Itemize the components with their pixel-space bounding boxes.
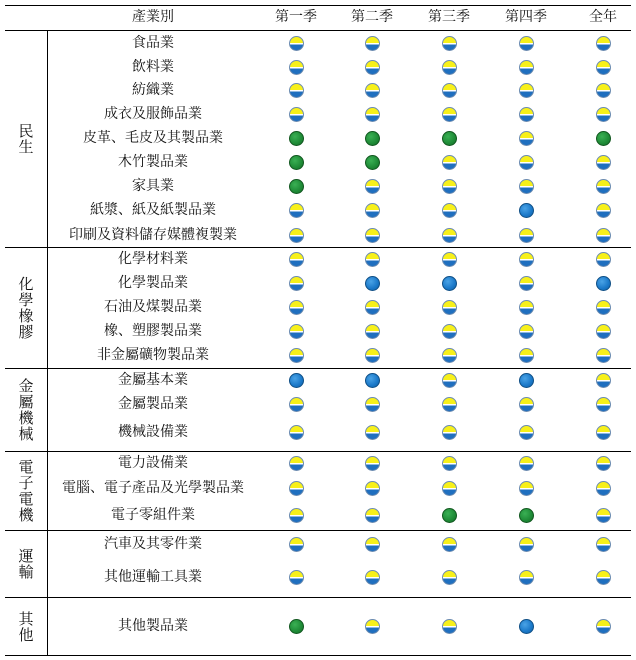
group-label-text: 民生: [16, 123, 35, 155]
green-light-icon: [289, 131, 304, 146]
header-q4: 第四季: [505, 9, 547, 25]
yellow-blue-light-icon: [596, 397, 611, 412]
yellow-blue-light-icon: [596, 508, 611, 523]
yellow-blue-light-icon: [442, 228, 457, 243]
yellow-blue-light-icon: [365, 324, 380, 339]
industry-name: 橡、塑膠製品業: [104, 323, 202, 339]
yellow-blue-light-icon: [442, 456, 457, 471]
industry-name: 電力設備業: [118, 455, 188, 471]
yellow-blue-light-icon: [596, 570, 611, 585]
yellow-blue-light-icon: [442, 155, 457, 170]
yellow-blue-light-icon: [519, 60, 534, 75]
yellow-blue-light-icon: [365, 619, 380, 634]
group-label: [5, 452, 47, 530]
yellow-blue-light-icon: [365, 300, 380, 315]
green-light-icon: [365, 155, 380, 170]
yellow-blue-light-icon: [519, 36, 534, 51]
yellow-blue-light-icon: [519, 570, 534, 585]
yellow-blue-light-icon: [596, 36, 611, 51]
blue-light-icon: [442, 276, 457, 291]
yellow-blue-light-icon: [596, 373, 611, 388]
header-industry: 產業別: [132, 9, 174, 25]
group-label: [5, 531, 47, 597]
industry-name: 機械設備業: [118, 424, 188, 440]
yellow-blue-light-icon: [442, 36, 457, 51]
yellow-blue-light-icon: [442, 348, 457, 363]
yellow-blue-light-icon: [596, 179, 611, 194]
blue-light-icon: [365, 373, 380, 388]
yellow-blue-light-icon: [365, 252, 380, 267]
yellow-blue-light-icon: [289, 397, 304, 412]
header-q1: 第一季: [275, 9, 317, 25]
yellow-blue-light-icon: [442, 203, 457, 218]
yellow-blue-light-icon: [289, 36, 304, 51]
yellow-blue-light-icon: [365, 348, 380, 363]
yellow-blue-light-icon: [596, 107, 611, 122]
yellow-blue-light-icon: [365, 228, 380, 243]
yellow-blue-light-icon: [519, 425, 534, 440]
header-q3: 第三季: [428, 9, 470, 25]
industry-name: 電腦、電子產品及光學製品業: [62, 480, 244, 496]
yellow-blue-light-icon: [289, 324, 304, 339]
yellow-blue-light-icon: [596, 60, 611, 75]
yellow-blue-light-icon: [289, 228, 304, 243]
green-light-icon: [442, 131, 457, 146]
yellow-blue-light-icon: [519, 83, 534, 98]
yellow-blue-light-icon: [289, 456, 304, 471]
table-rule: [5, 597, 631, 598]
header-year: 全年: [589, 9, 617, 25]
yellow-blue-light-icon: [596, 537, 611, 552]
industry-name: 木竹製品業: [118, 154, 188, 170]
yellow-blue-light-icon: [365, 179, 380, 194]
industry-name: 印刷及資料儲存媒體複製業: [69, 227, 237, 243]
yellow-blue-light-icon: [519, 228, 534, 243]
yellow-blue-light-icon: [289, 508, 304, 523]
industry-name: 其他運輸工具業: [104, 569, 202, 585]
industry-name: 汽車及其零件業: [104, 536, 202, 552]
table-rule: [5, 451, 631, 452]
industry-name: 紙漿、紙及紙製品業: [90, 202, 216, 218]
yellow-blue-light-icon: [365, 425, 380, 440]
yellow-blue-light-icon: [365, 83, 380, 98]
yellow-blue-light-icon: [596, 619, 611, 634]
yellow-blue-light-icon: [519, 537, 534, 552]
green-light-icon: [289, 619, 304, 634]
table-rule: [5, 247, 631, 248]
yellow-blue-light-icon: [289, 107, 304, 122]
yellow-blue-light-icon: [289, 252, 304, 267]
yellow-blue-light-icon: [519, 481, 534, 496]
group-label-text: 其他: [16, 610, 35, 643]
group-label-text: 化學橡膠: [16, 276, 35, 340]
industry-name: 食品業: [132, 35, 174, 51]
yellow-blue-light-icon: [289, 570, 304, 585]
yellow-blue-light-icon: [596, 83, 611, 98]
table-rule: [5, 655, 631, 656]
yellow-blue-light-icon: [442, 373, 457, 388]
blue-light-icon: [365, 276, 380, 291]
blue-light-icon: [596, 276, 611, 291]
yellow-blue-light-icon: [519, 348, 534, 363]
yellow-blue-light-icon: [442, 537, 457, 552]
industry-name: 家具業: [132, 178, 174, 194]
industry-name: 成衣及服飾品業: [104, 106, 202, 122]
yellow-blue-light-icon: [596, 252, 611, 267]
industry-name: 石油及煤製品業: [104, 299, 202, 315]
industry-name: 紡織業: [132, 82, 174, 98]
table-rule: [5, 530, 631, 531]
yellow-blue-light-icon: [365, 508, 380, 523]
table-rule: [5, 368, 631, 369]
industry-name: 非金屬礦物製品業: [97, 347, 209, 363]
yellow-blue-light-icon: [442, 300, 457, 315]
yellow-blue-light-icon: [289, 83, 304, 98]
yellow-blue-light-icon: [596, 481, 611, 496]
yellow-blue-light-icon: [519, 252, 534, 267]
yellow-blue-light-icon: [442, 179, 457, 194]
yellow-blue-light-icon: [289, 60, 304, 75]
group-label: [5, 369, 47, 451]
yellow-blue-light-icon: [519, 397, 534, 412]
table-rule: [5, 30, 631, 31]
yellow-blue-light-icon: [519, 276, 534, 291]
group-label-text: 運輸: [16, 548, 35, 580]
yellow-blue-light-icon: [442, 481, 457, 496]
industry-name: 金屬基本業: [118, 372, 188, 388]
green-light-icon: [365, 131, 380, 146]
yellow-blue-light-icon: [289, 203, 304, 218]
yellow-blue-light-icon: [289, 481, 304, 496]
yellow-blue-light-icon: [596, 456, 611, 471]
header-q2: 第二季: [351, 9, 393, 25]
group-label: [5, 248, 47, 368]
yellow-blue-light-icon: [596, 300, 611, 315]
yellow-blue-light-icon: [365, 36, 380, 51]
yellow-blue-light-icon: [442, 619, 457, 634]
yellow-blue-light-icon: [596, 348, 611, 363]
yellow-blue-light-icon: [442, 425, 457, 440]
yellow-blue-light-icon: [596, 324, 611, 339]
yellow-blue-light-icon: [289, 300, 304, 315]
yellow-blue-light-icon: [519, 155, 534, 170]
yellow-blue-light-icon: [596, 203, 611, 218]
group-label-text: 金屬機械: [16, 378, 35, 442]
green-light-icon: [289, 179, 304, 194]
yellow-blue-light-icon: [289, 276, 304, 291]
group-label: [5, 598, 47, 655]
yellow-blue-light-icon: [442, 397, 457, 412]
industry-name: 其他製品業: [118, 618, 188, 634]
industry-name: 電子零組件業: [111, 507, 195, 523]
yellow-blue-light-icon: [365, 537, 380, 552]
yellow-blue-light-icon: [289, 537, 304, 552]
yellow-blue-light-icon: [519, 456, 534, 471]
industry-name: 金屬製品業: [118, 396, 188, 412]
yellow-blue-light-icon: [442, 107, 457, 122]
yellow-blue-light-icon: [519, 107, 534, 122]
yellow-blue-light-icon: [365, 397, 380, 412]
yellow-blue-light-icon: [365, 481, 380, 496]
yellow-blue-light-icon: [365, 570, 380, 585]
yellow-blue-light-icon: [365, 107, 380, 122]
yellow-blue-light-icon: [442, 324, 457, 339]
blue-light-icon: [519, 373, 534, 388]
yellow-blue-light-icon: [365, 60, 380, 75]
blue-light-icon: [519, 619, 534, 634]
yellow-blue-light-icon: [365, 456, 380, 471]
green-light-icon: [519, 508, 534, 523]
yellow-blue-light-icon: [596, 425, 611, 440]
yellow-blue-light-icon: [519, 131, 534, 146]
yellow-blue-light-icon: [365, 203, 380, 218]
yellow-blue-light-icon: [442, 252, 457, 267]
group-label: [5, 31, 47, 247]
industry-name: 化學材料業: [118, 251, 188, 267]
blue-light-icon: [519, 203, 534, 218]
industry-name: 化學製品業: [118, 275, 188, 291]
industry-name: 皮革、毛皮及其製品業: [83, 130, 223, 146]
yellow-blue-light-icon: [596, 228, 611, 243]
yellow-blue-light-icon: [519, 179, 534, 194]
green-light-icon: [289, 155, 304, 170]
yellow-blue-light-icon: [442, 83, 457, 98]
yellow-blue-light-icon: [289, 425, 304, 440]
blue-light-icon: [289, 373, 304, 388]
yellow-blue-light-icon: [519, 324, 534, 339]
yellow-blue-light-icon: [442, 570, 457, 585]
yellow-blue-light-icon: [596, 155, 611, 170]
yellow-blue-light-icon: [442, 60, 457, 75]
green-light-icon: [596, 131, 611, 146]
group-label-text: 電子電機: [16, 459, 35, 523]
yellow-blue-light-icon: [519, 300, 534, 315]
green-light-icon: [442, 508, 457, 523]
yellow-blue-light-icon: [289, 348, 304, 363]
industry-name: 飲料業: [132, 59, 174, 75]
table-rule: [5, 5, 631, 6]
